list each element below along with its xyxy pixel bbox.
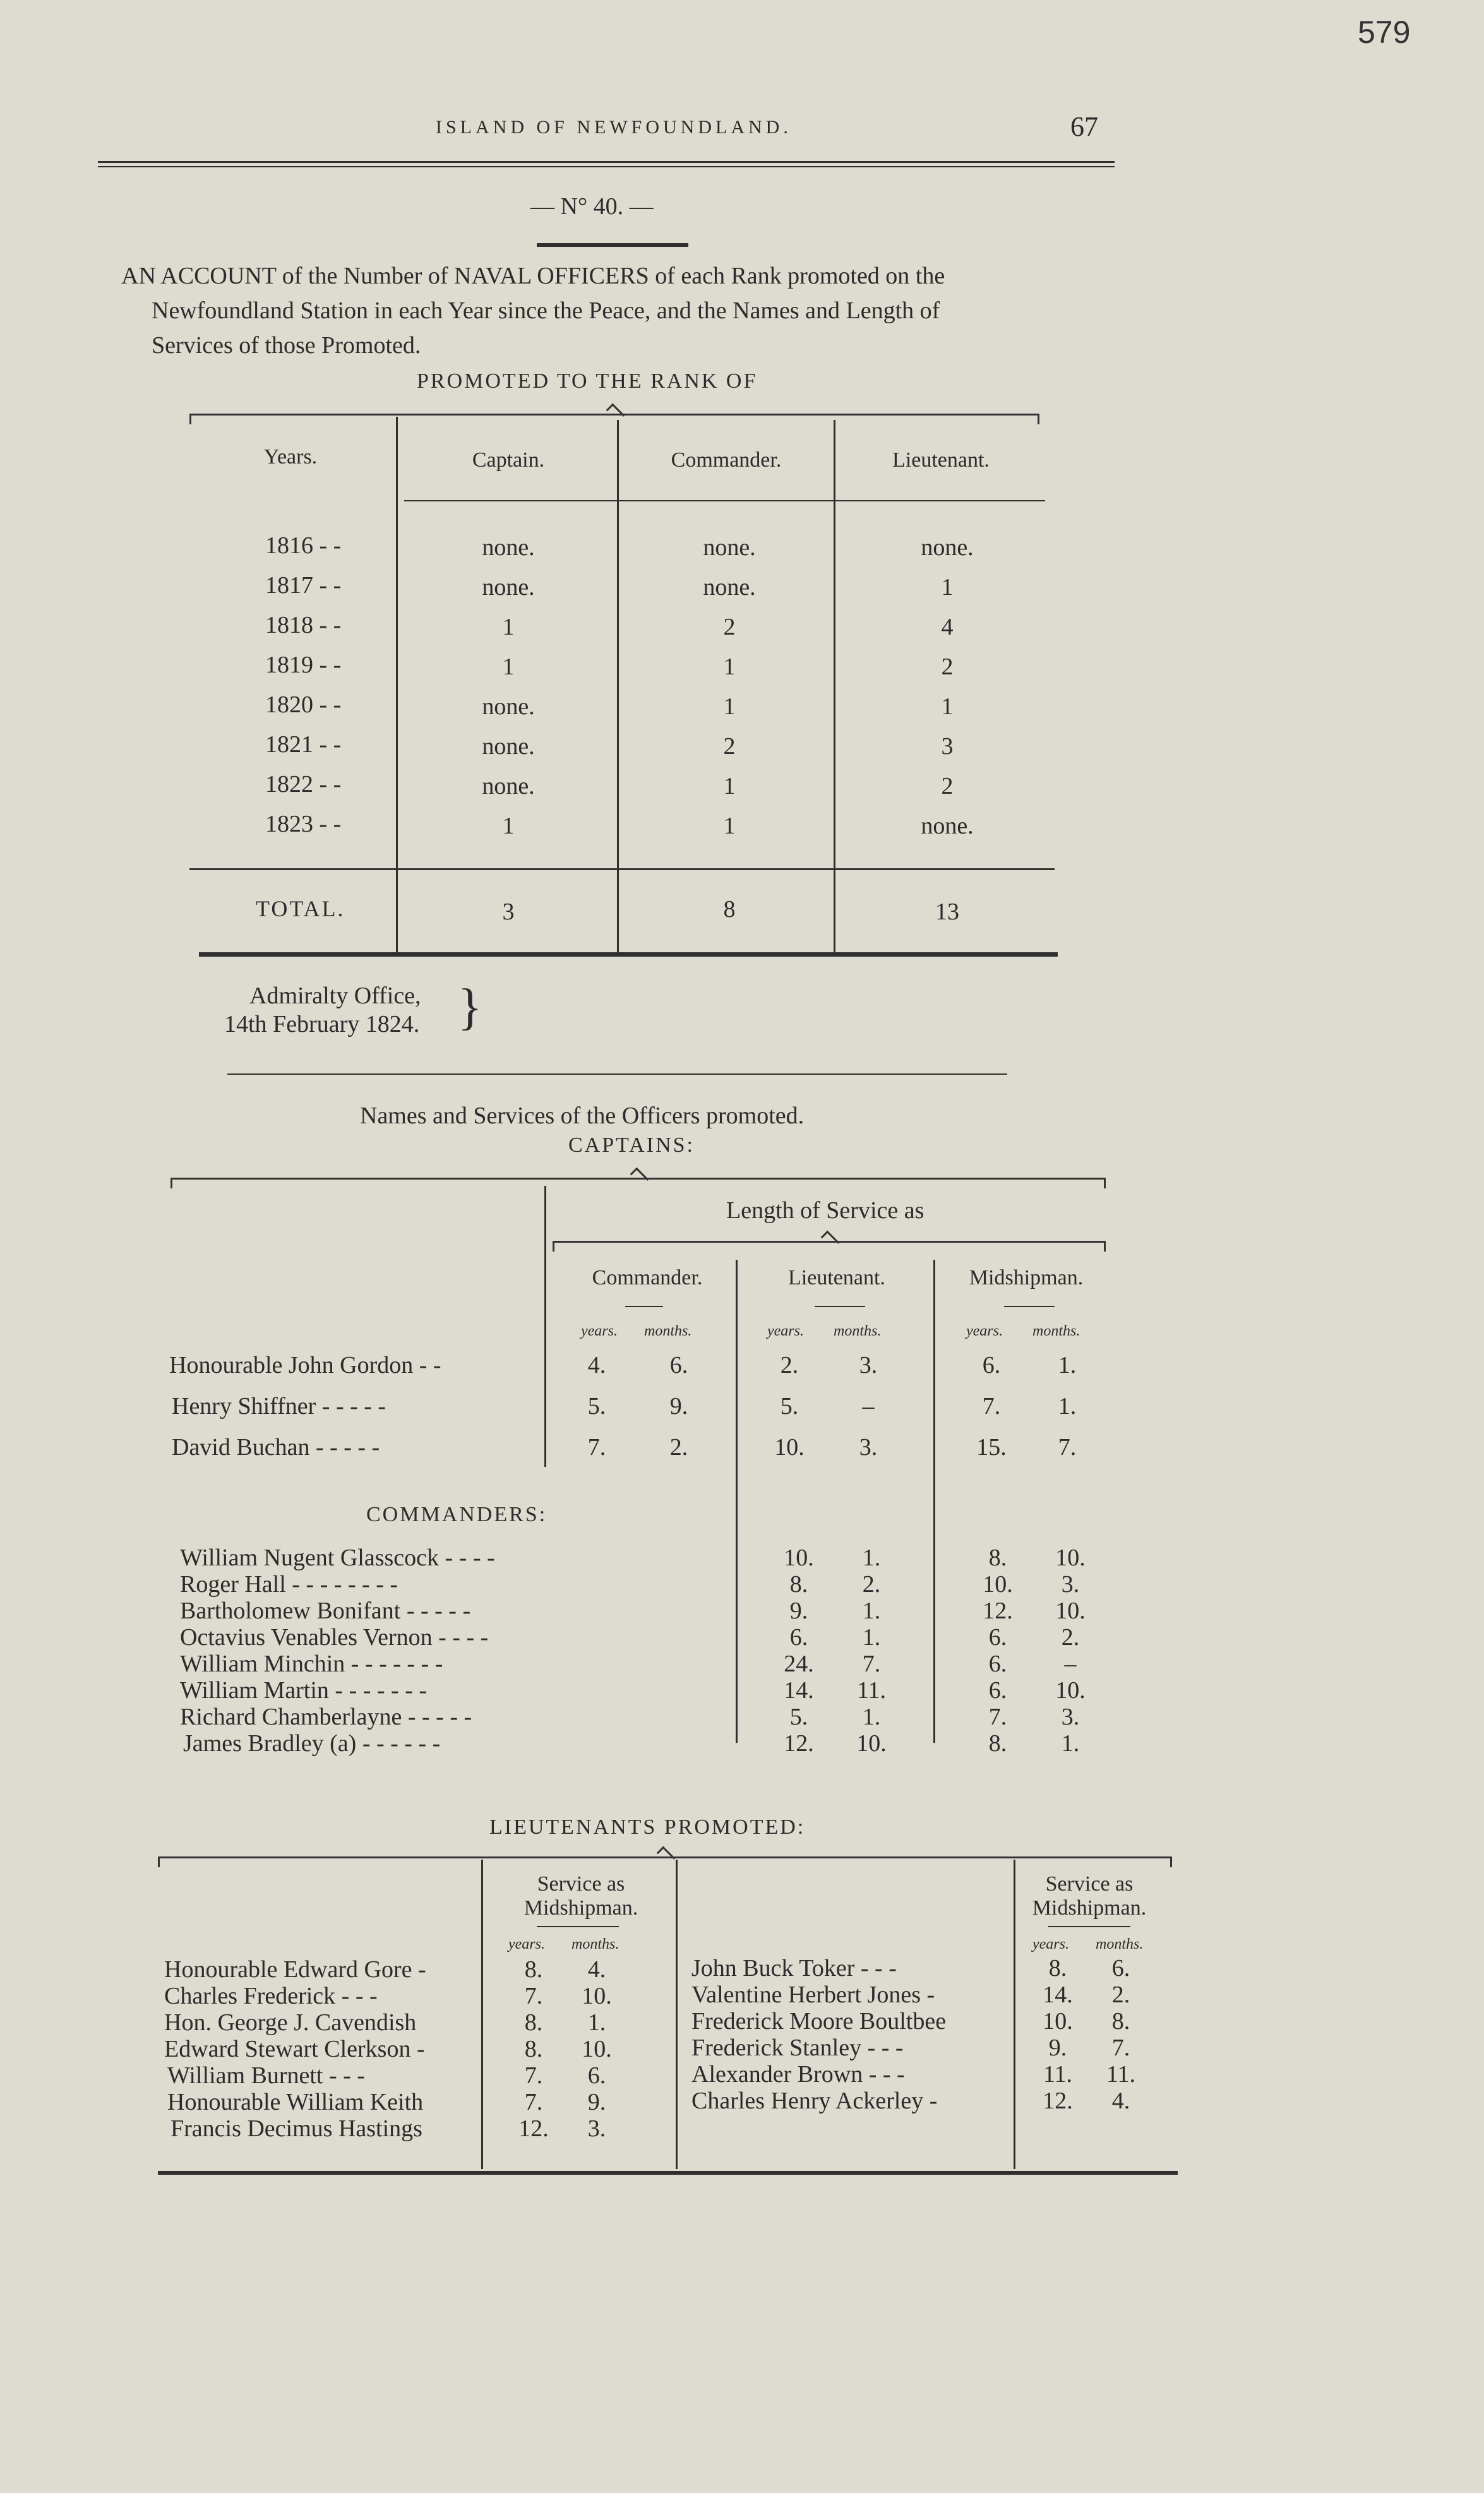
lt-years: 14. [784, 1677, 814, 1704]
mid-years: 11. [1043, 2061, 1073, 2088]
midshipman-right: Midshipman. [1032, 1896, 1147, 1920]
captains-brace [171, 1178, 1106, 1188]
col-underline [1048, 1926, 1130, 1927]
mid-months: 4. [1111, 2088, 1130, 2114]
header-rule [98, 161, 1115, 163]
lieutenant-cell: 1 [941, 693, 954, 720]
table1-bottom-rule [199, 952, 1058, 957]
lt-years: 10. [774, 1434, 805, 1461]
lt-months: 7. [862, 1651, 881, 1677]
mid-years: 7. [988, 1704, 1007, 1730]
running-head-page: 67 [1070, 111, 1098, 142]
mid-years: 8. [1048, 1955, 1067, 1982]
signature-line-2: 14th February 1824. [224, 1011, 420, 1037]
officer-name: Honourable Edward Gore - [164, 1956, 426, 1983]
mid-months: 3. [587, 2115, 606, 2142]
lt-months: 1. [862, 1624, 881, 1651]
lt-months: 1. [862, 1545, 881, 1571]
lt-divider-2 [676, 1860, 678, 2169]
years-label: years. [581, 1323, 618, 1339]
lieutenant-cell: 2 [941, 654, 954, 680]
mid-months: 2. [1111, 1982, 1130, 2008]
table1-col-divider-1 [396, 417, 398, 954]
commander-cell: 2 [723, 614, 736, 640]
mid-years: 6. [988, 1624, 1007, 1651]
service-divider-2 [933, 1260, 935, 1743]
lt-years: 24. [784, 1651, 814, 1677]
number-rule [537, 243, 688, 247]
mid-years: 10. [1043, 2008, 1073, 2035]
mid-years: 7. [524, 1983, 543, 2009]
cmd-years: 7. [587, 1434, 606, 1461]
commander-cell: none. [703, 534, 756, 561]
lt-months: 1. [862, 1598, 881, 1624]
lt-months: 3. [859, 1352, 878, 1378]
officer-name: Francis Decimus Hastings [171, 2115, 422, 2142]
mid-years: 10. [983, 1571, 1013, 1598]
col-underline [1004, 1306, 1055, 1307]
cmd-months: 9. [669, 1393, 688, 1420]
col-underline [815, 1306, 865, 1307]
cmd-years: 4. [587, 1352, 606, 1378]
cmd-months: 2. [669, 1434, 688, 1461]
captain-cell: none. [482, 693, 535, 720]
mid-years: 6. [982, 1352, 1001, 1378]
col-midshipman: Midshipman. [969, 1266, 1084, 1289]
mid-months: 10. [1055, 1677, 1086, 1704]
header-commander: Commander. [671, 448, 782, 472]
mid-years: 8. [988, 1545, 1007, 1571]
mid-months: 1. [1061, 1730, 1080, 1757]
lieutenants-title: LIEUTENANTS PROMOTED: [489, 1815, 806, 1839]
mid-years: 8. [988, 1730, 1007, 1757]
officer-name: Alexander Brown - - - [691, 2061, 905, 2088]
years-label: years. [508, 1936, 545, 1952]
lt-divider-1 [481, 1860, 483, 2169]
account-line-3: Services of those Promoted. [152, 332, 421, 359]
year-cell: 1818 - - [265, 612, 342, 638]
officer-name: Honourable John Gordon - - [169, 1352, 441, 1378]
mid-years: 6. [988, 1651, 1007, 1677]
lt-years: 12. [784, 1730, 814, 1757]
captain-cell: none. [482, 574, 535, 601]
captain-cell: 1 [502, 654, 515, 680]
lieutenant-cell: 3 [941, 733, 954, 760]
mid-months: 9. [587, 2089, 606, 2115]
mid-months: – [1064, 1651, 1077, 1677]
mid-months: 7. [1111, 2035, 1130, 2061]
years-label: years. [966, 1323, 1003, 1339]
officer-name: Charles Frederick - - - [164, 1983, 378, 2009]
mid-years: 7. [524, 2089, 543, 2115]
mid-months: 11. [1106, 2061, 1136, 2088]
officer-name: William Minchin - - - - - - - [180, 1651, 443, 1677]
officer-name: Henry Shiffner - - - - - [172, 1393, 386, 1420]
table1-header-rule [404, 500, 1045, 501]
officer-name: Edward Stewart Clerkson - [164, 2036, 425, 2062]
total-commander: 8 [723, 896, 736, 923]
lt-years: 2. [780, 1352, 799, 1378]
service-as-left: Service as [537, 1872, 625, 1896]
officer-name: Octavius Venables Vernon - - - - [180, 1624, 489, 1651]
mid-years: 12. [518, 2115, 549, 2142]
officer-name: Roger Hall - - - - - - - - [180, 1571, 398, 1598]
mid-months: 3. [1061, 1571, 1080, 1598]
officer-name: John Buck Toker - - - [691, 1955, 897, 1982]
table1-total-rule [189, 868, 1055, 870]
year-cell: 1819 - - [265, 652, 342, 678]
service-divider-1 [736, 1260, 738, 1743]
cmd-months: 6. [669, 1352, 688, 1378]
col-underline [537, 1926, 619, 1927]
mid-months: 10. [582, 2036, 612, 2062]
years-label: years. [1032, 1936, 1069, 1952]
mid-months: 7. [1058, 1434, 1077, 1461]
year-cell: 1816 - - [265, 532, 342, 559]
officer-name: Hon. George J. Cavendish [164, 2009, 417, 2036]
captain-cell: 1 [502, 614, 515, 640]
commanders-title: COMMANDERS: [366, 1503, 548, 1526]
year-cell: 1822 - - [265, 771, 342, 798]
mid-years: 8. [524, 2036, 543, 2062]
officer-name: William Martin - - - - - - - [180, 1677, 428, 1704]
account-description [121, 259, 945, 363]
officer-name: James Bradley (a) - - - - - - [183, 1730, 441, 1757]
commander-cell: 1 [723, 773, 736, 799]
mid-years: 7. [982, 1393, 1001, 1420]
mid-months: 2. [1061, 1624, 1080, 1651]
mid-months: 10. [1055, 1598, 1086, 1624]
mid-years: 7. [524, 2062, 543, 2089]
running-head-title: ISLAND OF NEWFOUNDLAND. [436, 117, 792, 138]
officer-name: David Buchan - - - - - [172, 1434, 380, 1461]
officer-name: William Burnett - - - [167, 2062, 365, 2089]
months-label: months. [571, 1936, 619, 1952]
names-title: Names and Services of the Officers promoted. [360, 1103, 805, 1129]
officer-name: Frederick Stanley - - - [691, 2035, 904, 2061]
lieutenants-bottom-rule [158, 2171, 1178, 2175]
months-label: months. [1096, 1936, 1144, 1952]
mid-years: 14. [1043, 1982, 1073, 2008]
account-line-1: AN ACCOUNT of the Number of NAVAL OFFICERS of each Rank promoted on the [121, 263, 945, 289]
lieutenants-brace [158, 1856, 1172, 1867]
officer-name: Frederick Moore Boultbee [691, 2008, 947, 2035]
mid-months: 10. [1055, 1545, 1086, 1571]
months-label: months. [1032, 1323, 1080, 1339]
lt-months: – [862, 1393, 875, 1420]
lt-years: 6. [789, 1624, 808, 1651]
lieutenant-cell: 1 [941, 574, 954, 601]
header-rule-2 [98, 166, 1115, 167]
total-lieutenant: 13 [935, 899, 959, 925]
year-cell: 1820 - - [265, 691, 342, 718]
commander-cell: 1 [723, 813, 736, 839]
mid-months: 6. [587, 2062, 606, 2089]
officer-name: Richard Chamberlayne - - - - - [180, 1704, 472, 1730]
service-as-right: Service as [1045, 1872, 1134, 1896]
section-divider [227, 1073, 1007, 1075]
captains-name-divider [544, 1186, 546, 1467]
page-number: 579 [1358, 15, 1411, 50]
signature-brace-icon: } [458, 979, 482, 1035]
header-years: Years. [263, 445, 318, 469]
cmd-years: 5. [587, 1393, 606, 1420]
lt-divider-3 [1014, 1860, 1015, 2169]
commander-cell: 1 [723, 693, 736, 720]
lt-years: 8. [789, 1571, 808, 1598]
lt-months: 1. [862, 1704, 881, 1730]
mid-months: 1. [1058, 1352, 1077, 1378]
commander-cell: none. [703, 574, 756, 601]
captain-cell: none. [482, 534, 535, 561]
officer-name: Charles Henry Ackerley - [691, 2088, 938, 2114]
mid-months: 6. [1111, 1955, 1130, 1982]
lt-months: 11. [856, 1677, 887, 1704]
officer-name: Valentine Herbert Jones - [691, 1982, 935, 2008]
officer-name: Honourable William Keith [167, 2089, 424, 2115]
lt-months: 2. [862, 1571, 881, 1598]
lt-months: 3. [859, 1434, 878, 1461]
lieutenant-cell: none. [921, 813, 974, 839]
year-cell: 1817 - - [265, 572, 342, 599]
lieutenant-cell: 2 [941, 773, 954, 799]
midshipman-left: Midshipman. [524, 1896, 638, 1920]
length-of-service-label: Length of Service as [726, 1197, 925, 1224]
officer-name: William Nugent Glasscock - - - - [180, 1545, 495, 1571]
total-captain: 3 [502, 899, 515, 925]
signature-line-1: Admiralty Office, [249, 983, 421, 1009]
months-label: months. [644, 1323, 692, 1339]
commander-cell: 2 [723, 733, 736, 760]
mid-years: 8. [524, 2009, 543, 2036]
mid-years: 15. [976, 1434, 1007, 1461]
months-label: months. [834, 1323, 882, 1339]
commander-cell: 1 [723, 654, 736, 680]
lieutenant-cell: 4 [941, 614, 954, 640]
mid-months: 10. [582, 1983, 612, 2009]
mid-years: 12. [1043, 2088, 1073, 2114]
header-captain: Captain. [472, 448, 545, 472]
length-brace [553, 1241, 1106, 1252]
lt-years: 10. [784, 1545, 814, 1571]
lt-months: 10. [856, 1730, 887, 1757]
lt-years: 5. [780, 1393, 799, 1420]
year-cell: 1821 - - [265, 731, 342, 758]
officer-name: Bartholomew Bonifant - - - - - [180, 1598, 471, 1624]
lieutenant-cell: none. [921, 534, 974, 561]
mid-years: 8. [524, 1956, 543, 1983]
year-cell: 1823 - - [265, 811, 342, 837]
account-line-2: Newfoundland Station in each Year since the Peace, and the Names and Length of [152, 297, 940, 324]
mid-months: 4. [587, 1956, 606, 1983]
captain-cell: none. [482, 733, 535, 760]
mid-months: 3. [1061, 1704, 1080, 1730]
captains-title: CAPTAINS: [568, 1133, 695, 1157]
mid-years: 9. [1048, 2035, 1067, 2061]
captain-cell: none. [482, 773, 535, 799]
lt-years: 5. [789, 1704, 808, 1730]
table1-caption: PROMOTED TO THE RANK OF [417, 369, 758, 393]
lt-years: 9. [789, 1598, 808, 1624]
mid-years: 6. [988, 1677, 1007, 1704]
mid-months: 8. [1111, 2008, 1130, 2035]
col-commander: Commander. [592, 1266, 703, 1289]
mid-months: 1. [1058, 1393, 1077, 1420]
mid-years: 12. [983, 1598, 1013, 1624]
header-lieutenant: Lieutenant. [892, 448, 990, 472]
mid-months: 1. [587, 2009, 606, 2036]
total-label: TOTAL. [256, 896, 345, 921]
table1-brace [189, 414, 1039, 424]
document-number: — N° 40. — [530, 193, 654, 220]
captain-cell: 1 [502, 813, 515, 839]
years-label: years. [767, 1323, 804, 1339]
col-lieutenant: Lieutenant. [788, 1266, 885, 1289]
col-underline [625, 1306, 663, 1307]
